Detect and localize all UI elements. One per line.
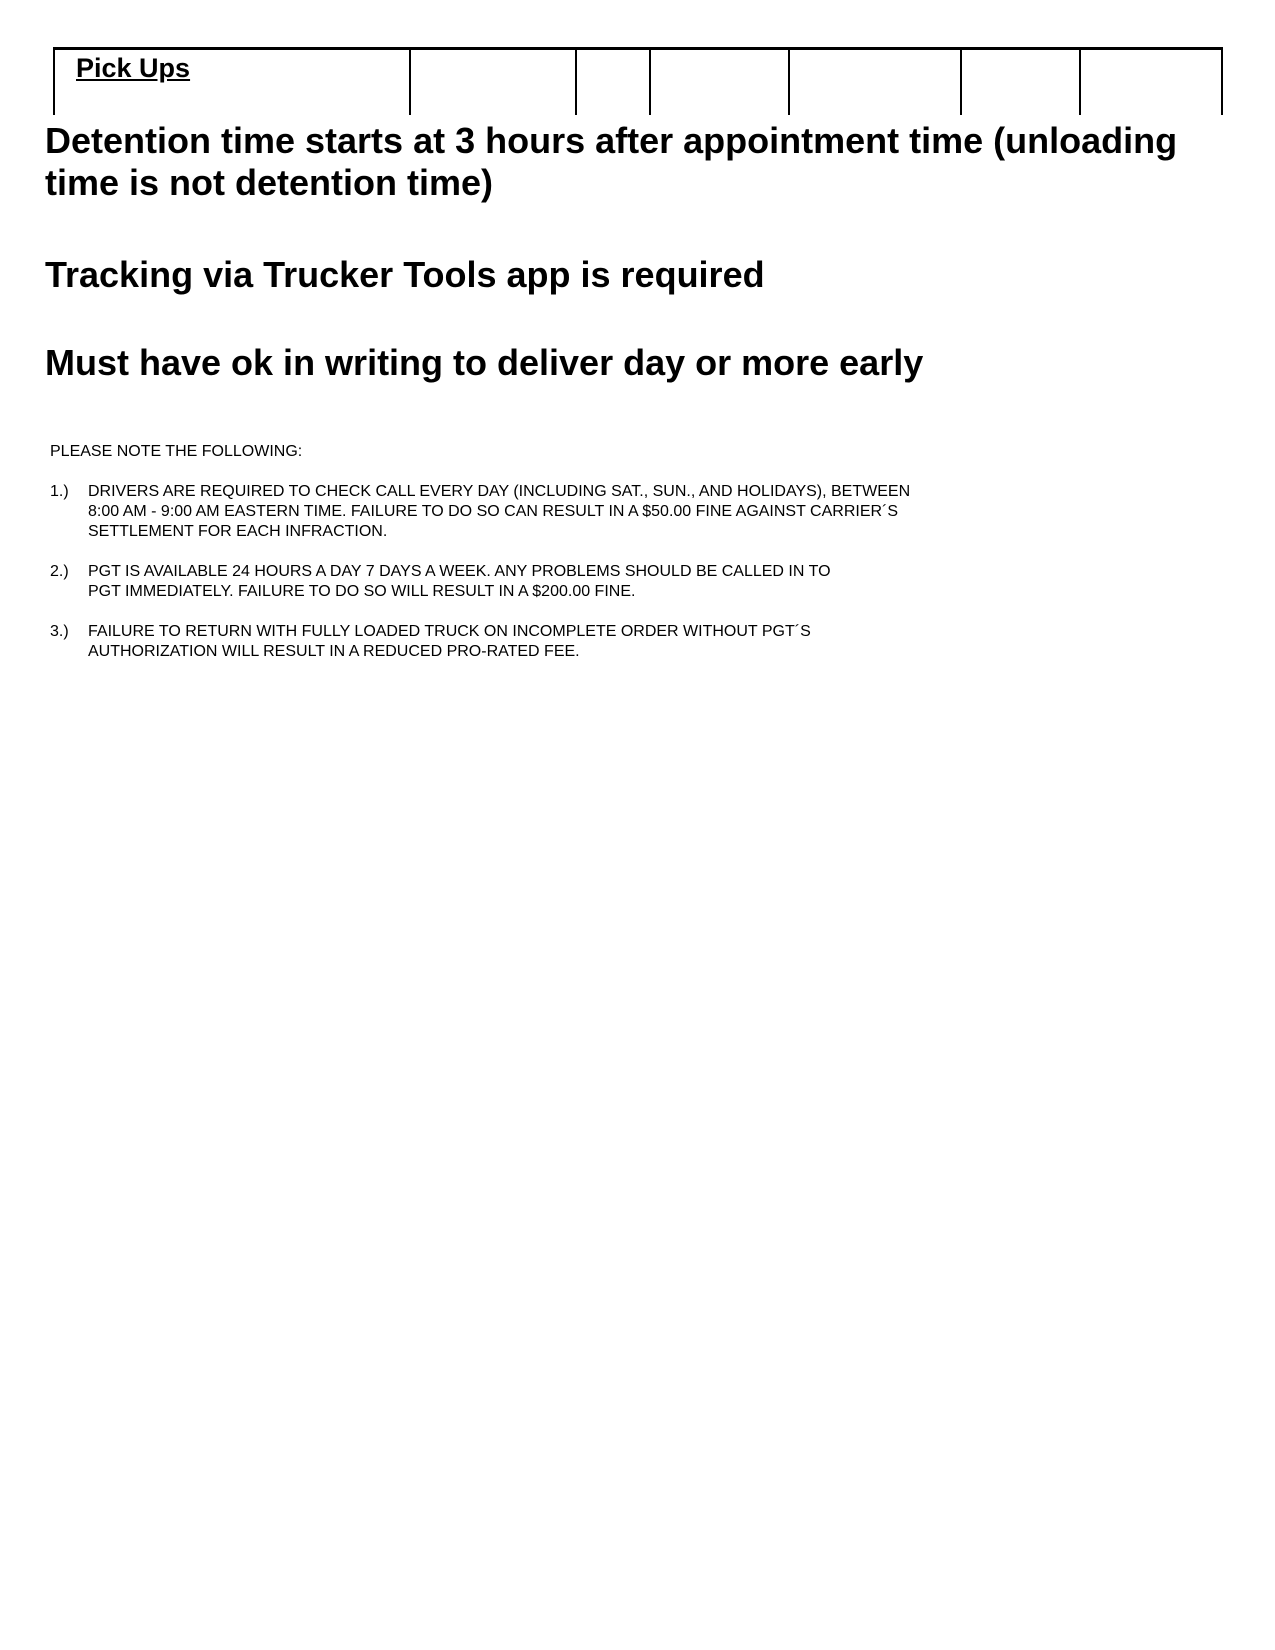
detention-notice: Detention time starts at 3 hours after appointment time (unloading time is not detention time) bbox=[45, 120, 1178, 203]
note-heading: PLEASE NOTE THE FOLLOWING: bbox=[50, 443, 303, 460]
rule-item bbox=[50, 482, 1030, 542]
pickups-empty-cell bbox=[1080, 49, 1222, 116]
pickups-table bbox=[53, 47, 1223, 115]
pickups-empty-cell bbox=[410, 49, 576, 116]
rule-number: 2.) bbox=[50, 563, 69, 580]
rule-text: DRIVERS ARE REQUIRED TO CHECK CALL EVERY DAY (INCLUDING SAT., SUN., AND HOLIDAYS), BETWEEN 8:00 AM - 9:00 AM EASTERN TIME. FAILURE TO DO SO CAN RESULT IN A $50.00 FINE AGAINST CARRIER´S SETTLEMENT FOR EACH INFRACTION. bbox=[88, 483, 911, 540]
pickups-empty-cell bbox=[961, 49, 1080, 116]
rule-number: 3.) bbox=[50, 623, 69, 640]
pickups-label-cell bbox=[54, 49, 410, 116]
rule-text: FAILURE TO RETURN WITH FULLY LOADED TRUCK ON INCOMPLETE ORDER WITHOUT PGT´S AUTHORIZATION WILL RESULT IN A REDUCED PRO-RATED FEE. bbox=[88, 623, 811, 660]
rule-number: 1.) bbox=[50, 483, 69, 500]
pickups-empty-cell bbox=[576, 49, 651, 116]
pickups-label: Pick Ups bbox=[76, 53, 191, 83]
early-delivery-notice: Must have ok in writing to deliver day or more early bbox=[45, 342, 924, 383]
pickups-empty-cell bbox=[789, 49, 960, 116]
pickups-empty-cell bbox=[650, 49, 789, 116]
rules-list bbox=[50, 482, 1030, 682]
rule-item bbox=[50, 622, 1030, 662]
rule-item bbox=[50, 562, 1030, 602]
tracking-notice: Tracking via Trucker Tools app is required bbox=[45, 254, 765, 295]
rule-text: PGT IS AVAILABLE 24 HOURS A DAY 7 DAYS A WEEK. ANY PROBLEMS SHOULD BE CALLED IN TO PGT IMMEDIATELY. FAILURE TO DO SO WILL RESULT IN A $200.00 FINE. bbox=[88, 563, 831, 600]
pickups-row bbox=[54, 49, 1222, 116]
